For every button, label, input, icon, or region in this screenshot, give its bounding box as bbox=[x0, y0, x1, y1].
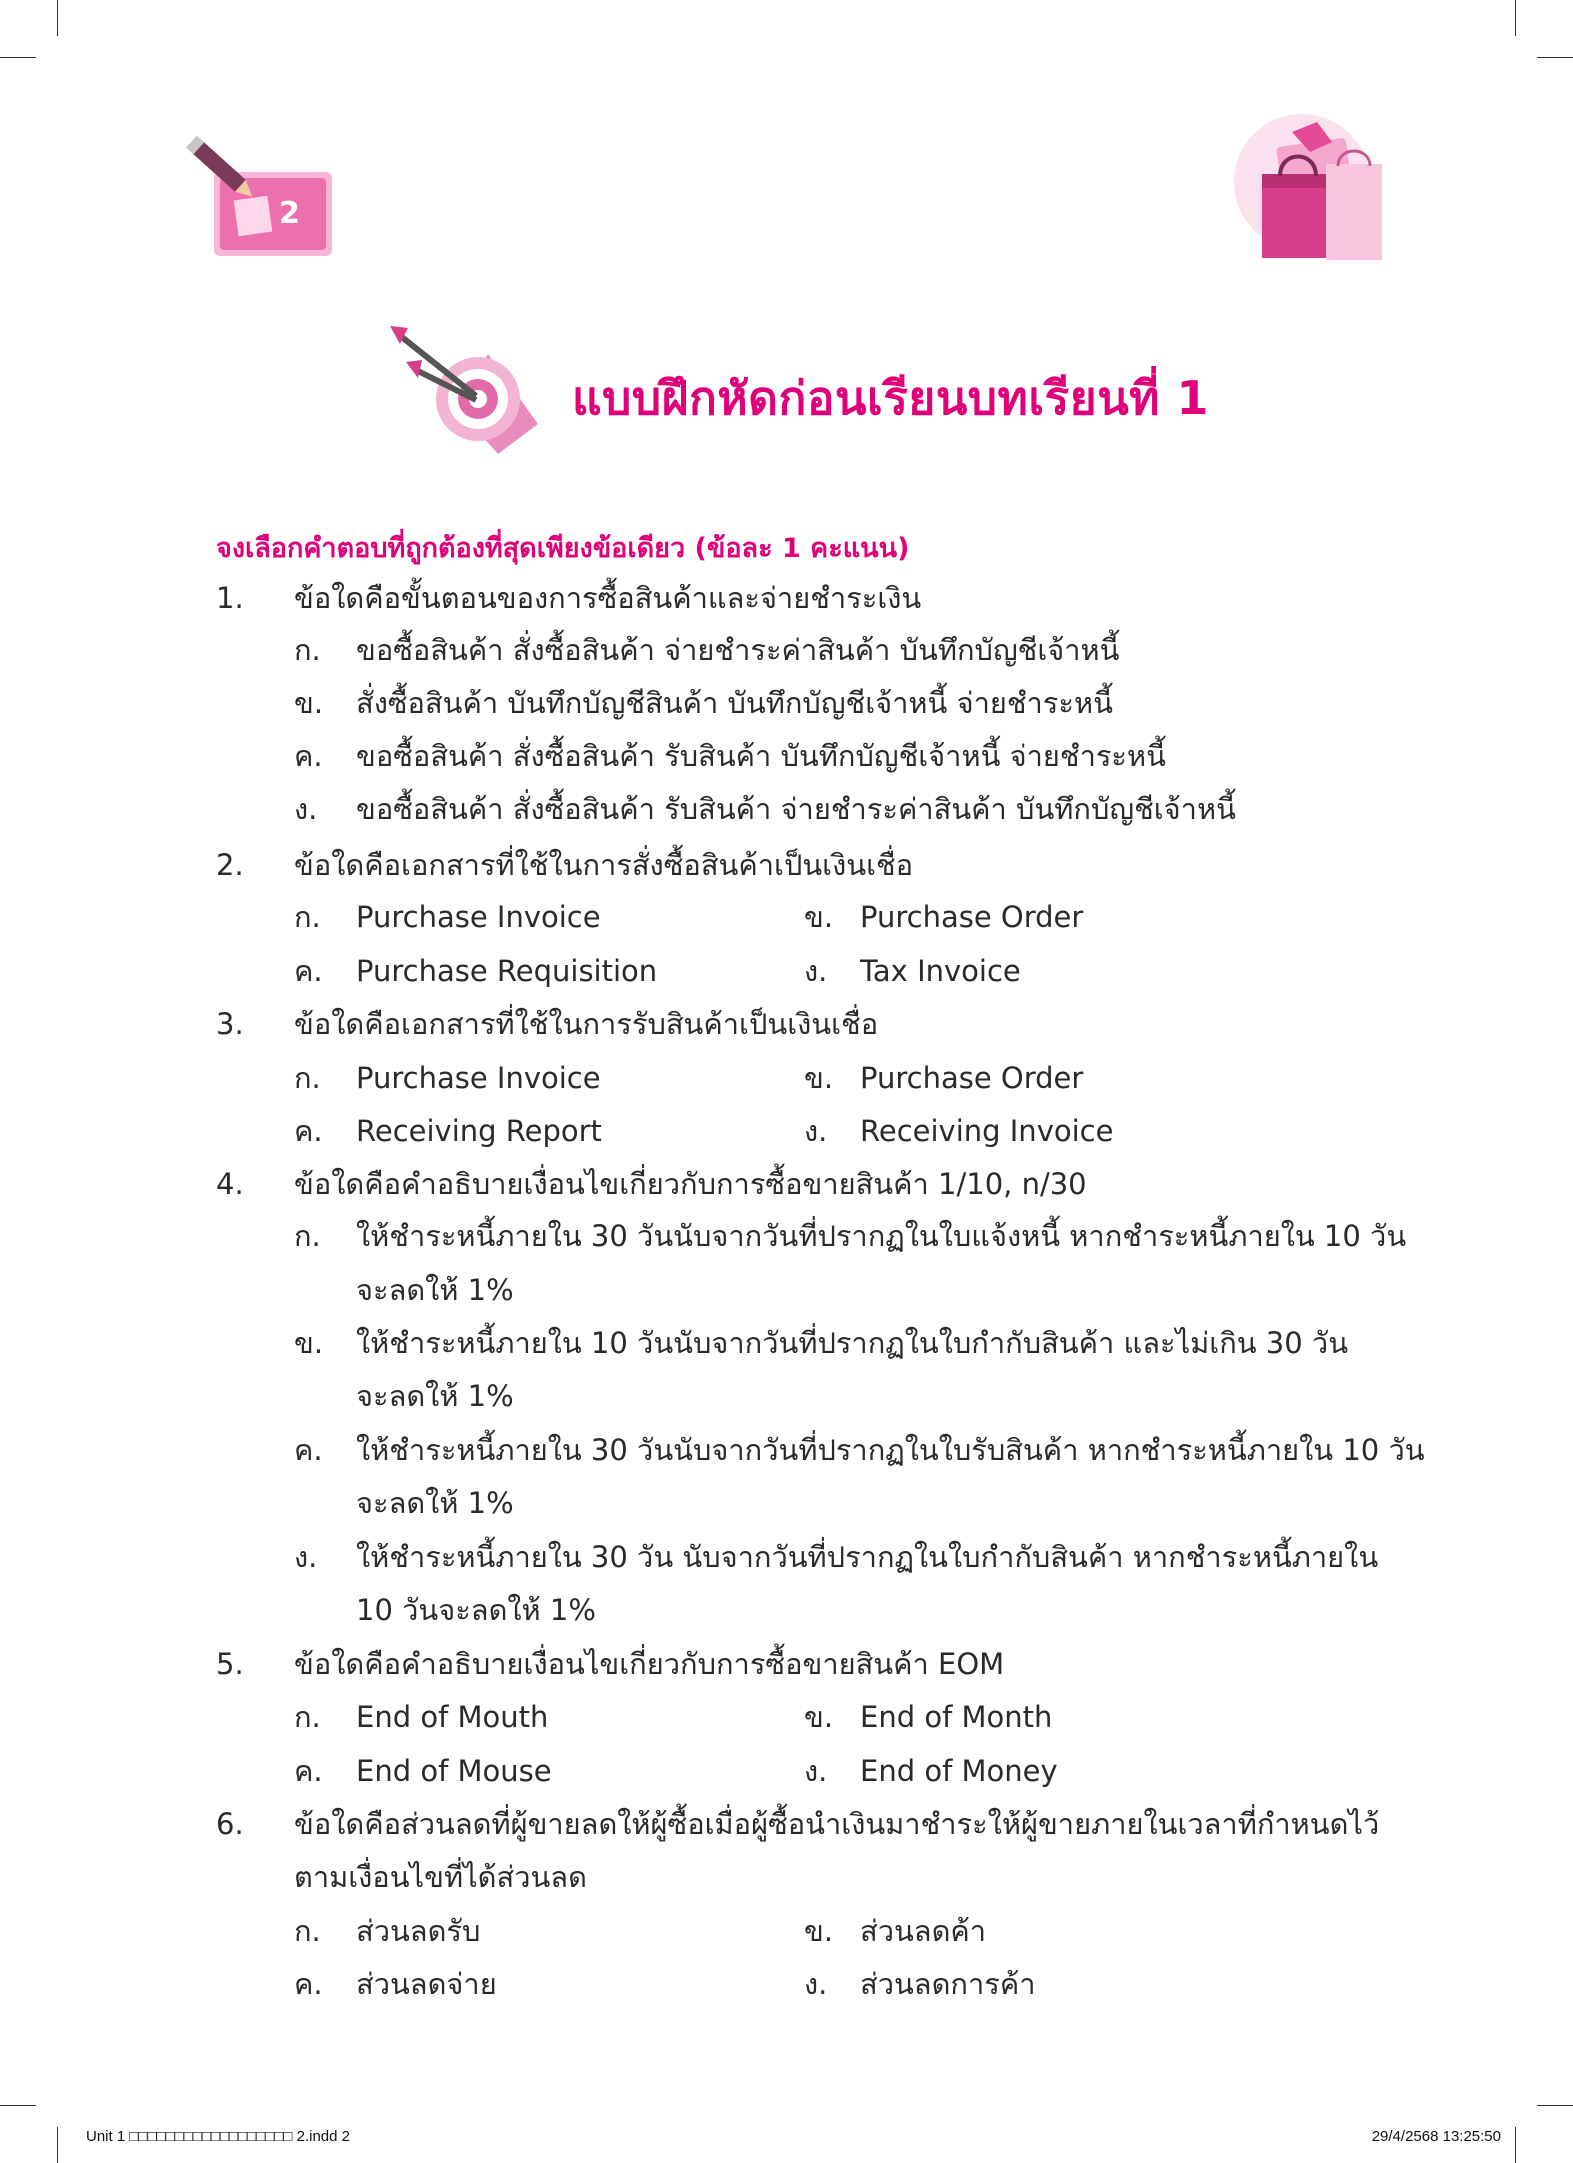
question-number: 4. bbox=[216, 1167, 244, 1201]
option-label: ข. bbox=[804, 1700, 834, 1734]
crop-mark bbox=[0, 57, 36, 58]
page-title: แบบฝึกหัดก่อนเรียนบทเรียนที่ 1 bbox=[572, 371, 1209, 425]
option-text: ให้ชำระหนี้ภายใน 30 วันนับจากวันที่ปรากฏในใบแจ้งหนี้ หากชำระหนี้ภายใน 10 วัน bbox=[356, 1219, 1407, 1253]
page-number: 2 bbox=[279, 196, 300, 231]
option-label: ง. bbox=[804, 954, 828, 988]
option-label: ก. bbox=[294, 900, 321, 934]
option-text: End of Money bbox=[860, 1754, 1058, 1788]
crop-mark bbox=[1537, 57, 1573, 58]
option-label: ง. bbox=[804, 1754, 828, 1788]
question-text: ข้อใดคือเอกสารที่ใช้ในการรับสินค้าเป็นเงินเชื่อ bbox=[294, 1007, 879, 1041]
option-text: End of Mouth bbox=[356, 1700, 549, 1734]
option-label: ค. bbox=[294, 739, 323, 773]
option-text: Tax Invoice bbox=[860, 954, 1021, 988]
option-text: 10 วันจะลดให้ 1% bbox=[356, 1593, 596, 1627]
question-text: ข้อใดคือเอกสารที่ใช้ในการสั่งซื้อสินค้าเป็นเงินเชื่อ bbox=[294, 848, 914, 882]
option-text: ให้ชำระหนี้ภายใน 10 วันนับจากวันที่ปรากฏในใบกำกับสินค้า และไม่เกิน 30 วัน bbox=[356, 1326, 1349, 1360]
option-label: ค. bbox=[294, 954, 323, 988]
option-label: ค. bbox=[294, 1754, 323, 1788]
page-number-badge bbox=[178, 132, 338, 264]
option-text: Purchase Invoice bbox=[356, 900, 601, 934]
option-label: ง. bbox=[804, 1967, 828, 2001]
question-number: 2. bbox=[216, 848, 244, 882]
option-label: ข. bbox=[804, 1914, 834, 1948]
option-text: ให้ชำระหนี้ภายใน 30 วันนับจากวันที่ปรากฏในใบรับสินค้า หากชำระหนี้ภายใน 10 วัน bbox=[356, 1433, 1425, 1467]
option-label: ค. bbox=[294, 1114, 323, 1148]
crop-mark bbox=[57, 0, 58, 36]
option-text: ส่วนลดรับ bbox=[356, 1914, 481, 1948]
target-darts-icon bbox=[378, 314, 558, 464]
option-label: ก. bbox=[294, 1061, 321, 1095]
option-label: ข. bbox=[294, 1326, 324, 1360]
question-text: ตามเงื่อนไขที่ได้ส่วนลด bbox=[294, 1860, 587, 1894]
option-text: ส่วนลดค้า bbox=[860, 1914, 987, 1948]
option-label: ข. bbox=[804, 900, 834, 934]
option-label: ง. bbox=[294, 792, 318, 826]
option-label: ข. bbox=[294, 686, 324, 720]
option-text: End of Month bbox=[860, 1700, 1053, 1734]
question-text: ข้อใดคือส่วนลดที่ผู้ขายลดให้ผู้ซื้อเมื่อผู้ซื้อนำเงินมาชำระให้ผู้ขายภายในเวลาที่กำหนดไว้ bbox=[294, 1807, 1380, 1841]
option-text: ส่วนลดการค้า bbox=[860, 1967, 1036, 2001]
option-text: End of Mouse bbox=[356, 1754, 552, 1788]
option-text: จะลดให้ 1% bbox=[356, 1379, 514, 1413]
question-number: 5. bbox=[216, 1647, 244, 1681]
option-label: ข. bbox=[804, 1061, 834, 1095]
question-text: ข้อใดคือคำอธิบายเงื่อนไขเกี่ยวกับการซื้อขายสินค้า 1/10, n/30 bbox=[294, 1167, 1087, 1201]
instruction-text: จงเลือกคำตอบที่ถูกต้องที่สุดเพียงข้อเดียว (ข้อละ 1 คะแนน) bbox=[216, 533, 910, 564]
option-text: ขอซื้อสินค้า สั่งซื้อสินค้า จ่ายชำระค่าสินค้า บันทึกบัญชีเจ้าหนี้ bbox=[356, 633, 1120, 667]
question-text: ข้อใดคือขั้นตอนของการซื้อสินค้าและจ่ายชำระเงิน bbox=[294, 581, 922, 615]
option-text: Purchase Invoice bbox=[356, 1061, 601, 1095]
crop-mark bbox=[1515, 0, 1516, 36]
option-text: สั่งซื้อสินค้า บันทึกบัญชีสินค้า บันทึกบัญชีเจ้าหนี้ จ่ายชำระหนี้ bbox=[356, 686, 1113, 720]
option-label: ง. bbox=[804, 1114, 828, 1148]
crop-mark bbox=[0, 2105, 36, 2106]
option-text: Receiving Report bbox=[356, 1114, 602, 1148]
option-label: ก. bbox=[294, 633, 321, 667]
option-label: ก. bbox=[294, 1914, 321, 1948]
crop-mark bbox=[1515, 2127, 1516, 2163]
option-text: Purchase Order bbox=[860, 1061, 1084, 1095]
shopping-bags-icon bbox=[1222, 112, 1392, 272]
option-text: จะลดให้ 1% bbox=[356, 1486, 514, 1520]
option-label: ค. bbox=[294, 1967, 323, 2001]
crop-mark bbox=[1537, 2105, 1573, 2106]
option-label: ก. bbox=[294, 1219, 321, 1253]
question-number: 6. bbox=[216, 1807, 244, 1841]
option-text: ส่วนลดจ่าย bbox=[356, 1967, 497, 2001]
question-text: ข้อใดคือคำอธิบายเงื่อนไขเกี่ยวกับการซื้อขายสินค้า EOM bbox=[294, 1647, 1005, 1681]
pencil-icon bbox=[178, 132, 338, 264]
option-label: ก. bbox=[294, 1700, 321, 1734]
question-number: 3. bbox=[216, 1007, 244, 1041]
option-text: ขอซื้อสินค้า สั่งซื้อสินค้า รับสินค้า บันทึกบัญชีเจ้าหนี้ จ่ายชำระหนี้ bbox=[356, 739, 1166, 773]
option-text: ขอซื้อสินค้า สั่งซื้อสินค้า รับสินค้า จ่ายชำระค่าสินค้า บันทึกบัญชีเจ้าหนี้ bbox=[356, 792, 1236, 826]
footer-timestamp: 29/4/2568 13:25:50 bbox=[1371, 2128, 1501, 2145]
option-text: Purchase Requisition bbox=[356, 954, 658, 988]
option-text: Purchase Order bbox=[860, 900, 1084, 934]
footer-file-name: Unit 1 □□□□□□□□□□□□□□□□□□ 2.indd 2 bbox=[86, 2128, 350, 2145]
option-label: ค. bbox=[294, 1433, 323, 1467]
option-text: ให้ชำระหนี้ภายใน 30 วัน นับจากวันที่ปรากฏในใบกำกับสินค้า หากชำระหนี้ภายใน bbox=[356, 1540, 1379, 1574]
question-number: 1. bbox=[216, 581, 244, 615]
crop-mark bbox=[57, 2127, 58, 2163]
option-text: จะลดให้ 1% bbox=[356, 1273, 514, 1307]
option-label: ง. bbox=[294, 1540, 318, 1574]
option-text: Receiving Invoice bbox=[860, 1114, 1114, 1148]
